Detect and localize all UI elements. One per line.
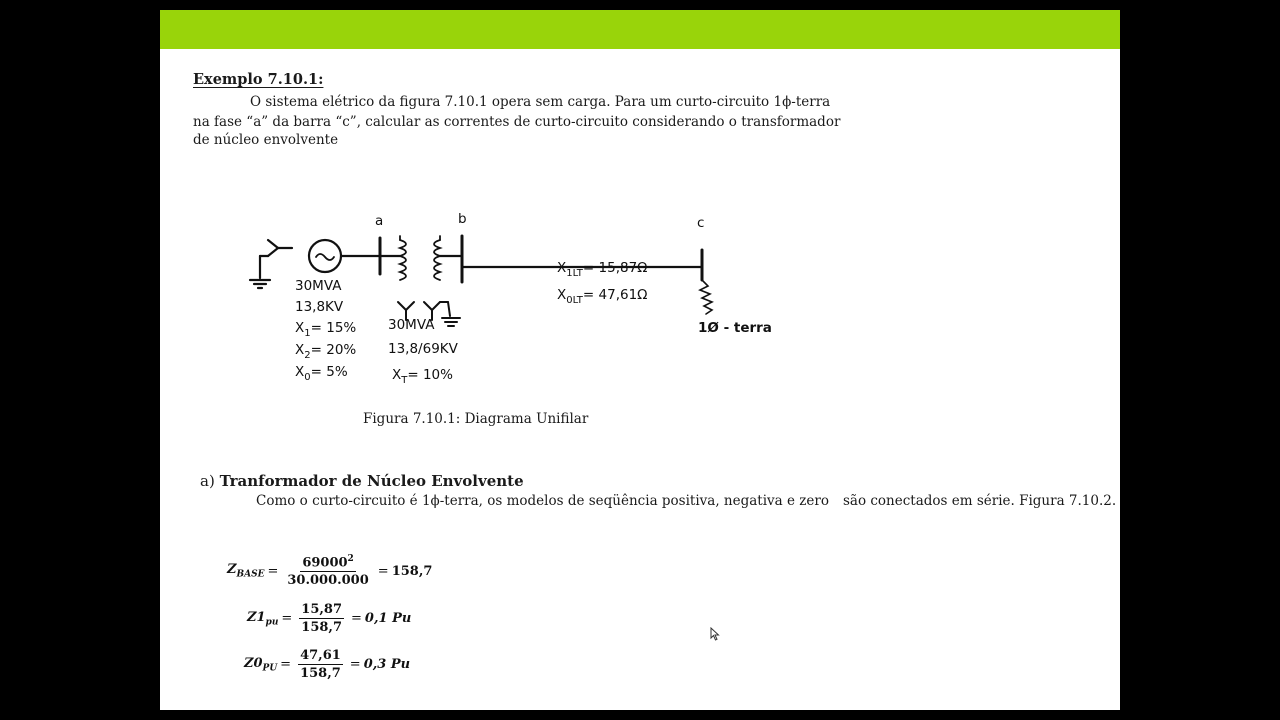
mouse-cursor-icon	[710, 627, 720, 641]
line-x1: $X_{1LT}= 15,87\Omega$	[557, 260, 648, 279]
section-title-text: Tranformador de Núcleo Envolvente	[219, 472, 524, 490]
section-paragraph	[256, 493, 1116, 509]
equation-z1pu: $Z1_{pu}$ = $\frac{15,87}{158,7}$ = 0,1 Pu	[247, 602, 412, 635]
transformer-icon	[400, 236, 440, 280]
line-x0: $X_{0LT}= 47,61\Omega$	[557, 287, 648, 306]
generator-wye-ground-symbol	[250, 240, 292, 288]
fault-label: 1Ø - terra	[698, 320, 772, 336]
gen-rating: 30MVA	[295, 278, 342, 294]
generator-icon	[309, 240, 341, 272]
gen-x1: $X_1= 15\%$	[295, 320, 357, 339]
section-marker: a)	[200, 472, 215, 490]
bus-a-label: a	[375, 213, 384, 229]
tr-xt: $X_T= 10\%$	[392, 367, 453, 386]
fault-icon	[700, 280, 712, 314]
bus-b-label: b	[458, 211, 467, 227]
paragraph-line-2: na fase “a” da barra “c”, calcular as correntes de curto-circuito considerando o transformador	[193, 114, 841, 130]
equation-z0pu: $Z0_{PU}$ = $\frac{47,61}{158,7}$ = 0,3 Pu	[244, 648, 411, 681]
paragraph-line-1: O sistema elétrico da figura 7.10.1 opera sem carga. Para um curto-circuito 1ϕ-terra	[250, 94, 831, 110]
slide	[160, 10, 1120, 710]
section-text-part-1: Como o curto-circuito é 1ϕ-terra, os modelos de seqüência positiva, negativa e zero	[256, 493, 829, 509]
example-title	[193, 71, 323, 88]
example-label: Exemplo 7.10.1:	[193, 71, 324, 88]
gen-x2: $X_2= 20\%$	[295, 342, 357, 361]
paragraph-line-3: de núcleo envolvente	[193, 132, 339, 148]
section-title	[200, 472, 524, 490]
gen-voltage: 13,8KV	[295, 299, 344, 315]
section-text-part-2: são conectados em série. Figura 7.10.2.	[842, 493, 1117, 509]
figure-caption: Figura 7.10.1: Diagrama Unifilar	[363, 411, 589, 427]
equation-zbase: $Z_{BASE}$ = $\frac{69000^2}{30.000.000}$ = 158,7	[227, 554, 433, 589]
header-bar	[160, 10, 1120, 49]
tr-voltage: 13,8/69KV	[388, 341, 458, 357]
tr-rating: 30MVA	[388, 317, 435, 333]
bus-c-label: c	[697, 215, 705, 231]
gen-x0: $X_0= 5\%$	[295, 364, 348, 383]
